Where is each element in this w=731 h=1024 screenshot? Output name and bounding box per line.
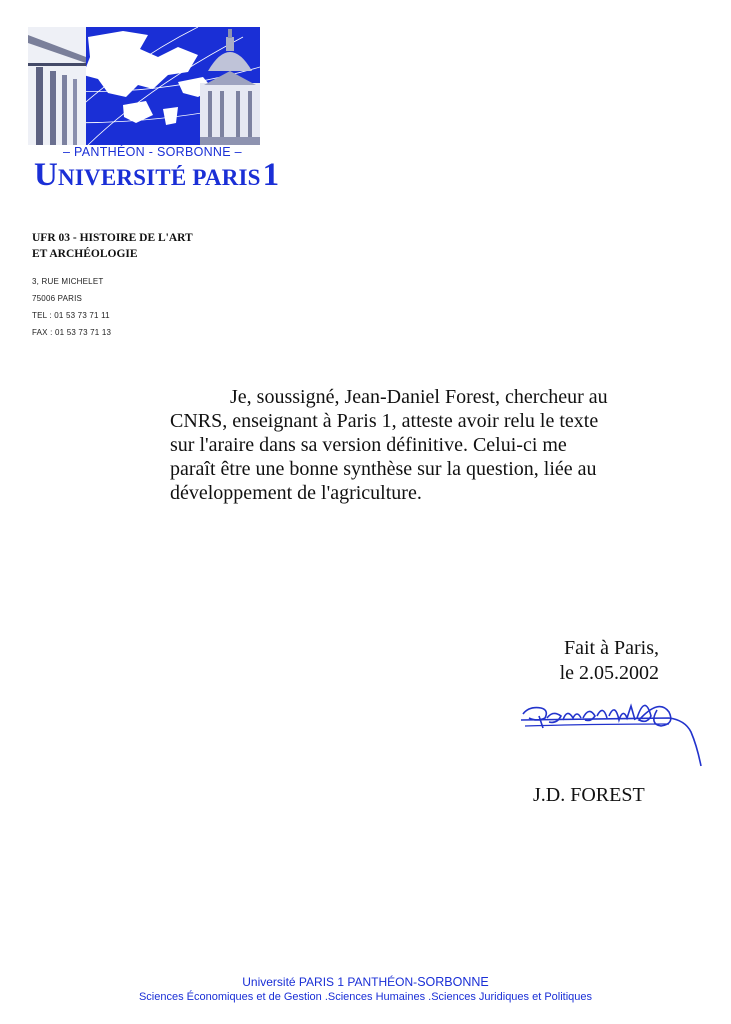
footer-university-prefix: Université PARIS 1 (242, 975, 345, 989)
logo-initial: U (34, 157, 59, 193)
address-street: 3, RUE MICHELET (32, 277, 104, 286)
body-line-2: CNRS, enseignant à Paris 1, atteste avoir relu le texte (170, 410, 599, 432)
logo-university-name (34, 157, 279, 194)
logo-name-rest: NIVERSITÉ PARIS (58, 165, 261, 190)
department-line-1: UFR 03 - HISTOIRE DE L'ART (32, 232, 193, 244)
address-city: 75006 PARIS (32, 294, 83, 303)
address-block (32, 273, 111, 341)
place: Fait à Paris, (564, 637, 659, 659)
signatory-name: J.D. FOREST (533, 784, 645, 806)
body-line-5: développement de l'agriculture. (170, 482, 422, 504)
logo-number: 1 (262, 157, 280, 193)
place-and-date (560, 636, 659, 686)
footer-sorbonne: SORBONNE (417, 975, 489, 989)
address-fax: FAX : 01 53 73 71 13 (32, 328, 112, 337)
date: le 2.05.2002 (559, 662, 659, 684)
letter-body (170, 385, 661, 505)
department-heading (32, 230, 193, 262)
footer-faculties: Sciences Économiques et de Gestion .Sciences Humaines .Sciences Juridiques et Politiques (138, 991, 593, 1003)
body-line-4: paraît être une bonne synthèse sur la question, liée au (170, 458, 597, 480)
address-tel: TEL : 01 53 73 71 11 (32, 311, 110, 320)
logo-tagline: – PANTHÉON - SORBONNE – (63, 145, 242, 159)
department-line-2: ET ARCHÉOLOGIE (32, 248, 138, 260)
logo-map-graphic (28, 27, 260, 145)
footer (0, 975, 731, 1005)
university-logo (28, 27, 280, 193)
footer-university (0, 975, 731, 990)
handwritten-signature (519, 688, 709, 774)
body-line-3: sur l'araire dans sa version définitive. Celui-ci me (170, 434, 567, 456)
body-line-1: Je, soussigné, Jean-Daniel Forest, chercheur au (230, 386, 608, 408)
footer-pantheon: PANTHÉON- (344, 975, 418, 989)
